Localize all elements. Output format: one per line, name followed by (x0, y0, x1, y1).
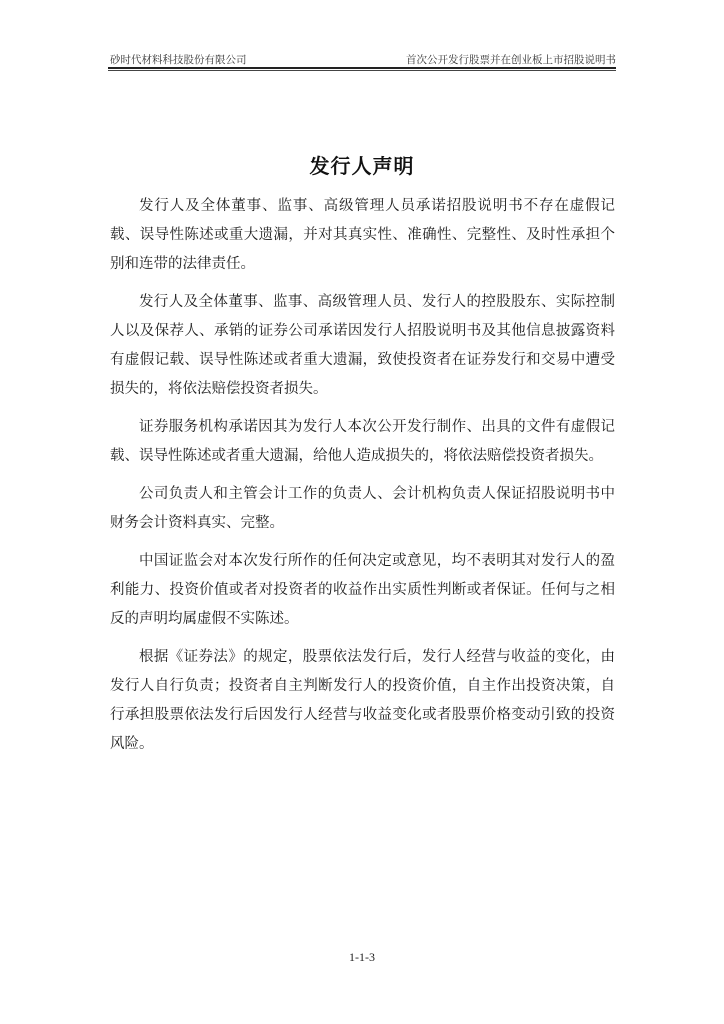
header-company-name: 砂时代材料科技股份有限公司 (110, 54, 247, 66)
header-document-title: 首次公开发行股票并在创业板上市招股说明书 (406, 54, 616, 66)
paragraph-liability: 发行人及全体董事、监事、高级管理人员承诺招股说明书不存在虚假记载、误导性陈述或重大遗漏，并对其真实性、准确性、完整性、及时性承担个别和连带的法律责任。 (110, 198, 615, 272)
page-number: 1-1-3 (349, 950, 375, 964)
paragraph-service-institutions: 证券服务机构承诺因其为发行人本次公开发行制作、出具的文件有虚假记载、误导性陈述或者重大遗漏，给他人造成损失的，将依法赔偿投资者损失。 (110, 419, 615, 464)
paragraph-investment-risk: 根据《证券法》的规定，股票依法发行后，发行人经营与收益的变化，由发行人自行负责；投资者自主判断发行人的投资价值，自主作出投资决策，自行承担股票依法发行后因发行人经营与收益变化或者股票价格变动引致的投资风险。 (110, 649, 615, 752)
paragraph-compensation: 发行人及全体董事、监事、高级管理人员、发行人的控股股东、实际控制人以及保荐人、承销的证券公司承诺因发行人招股说明书及其他信息披露资料有虚假记载、误导性陈述或者重大遗漏，致使投资者在证券发行和交易中遭受损失的，将依法赔偿投资者损失。 (110, 294, 615, 397)
header-divider-thin (108, 70, 616, 71)
page-header (110, 52, 616, 66)
page-title: 发行人声明 (309, 154, 415, 178)
declaration-body (110, 192, 615, 768)
paragraph-csrc: 中国证监会对本次发行所作的任何决定或意见，均不表明其对发行人的盈利能力、投资价值或者对投资者的收益作出实质性判断或者保证。任何与之相反的声明均属虚假不实陈述。 (110, 553, 615, 627)
paragraph-accounting: 公司负责人和主管会计工作的负责人、会计机构负责人保证招股说明书中财务会计资料真实、完整。 (110, 486, 615, 531)
header-divider (108, 67, 616, 69)
